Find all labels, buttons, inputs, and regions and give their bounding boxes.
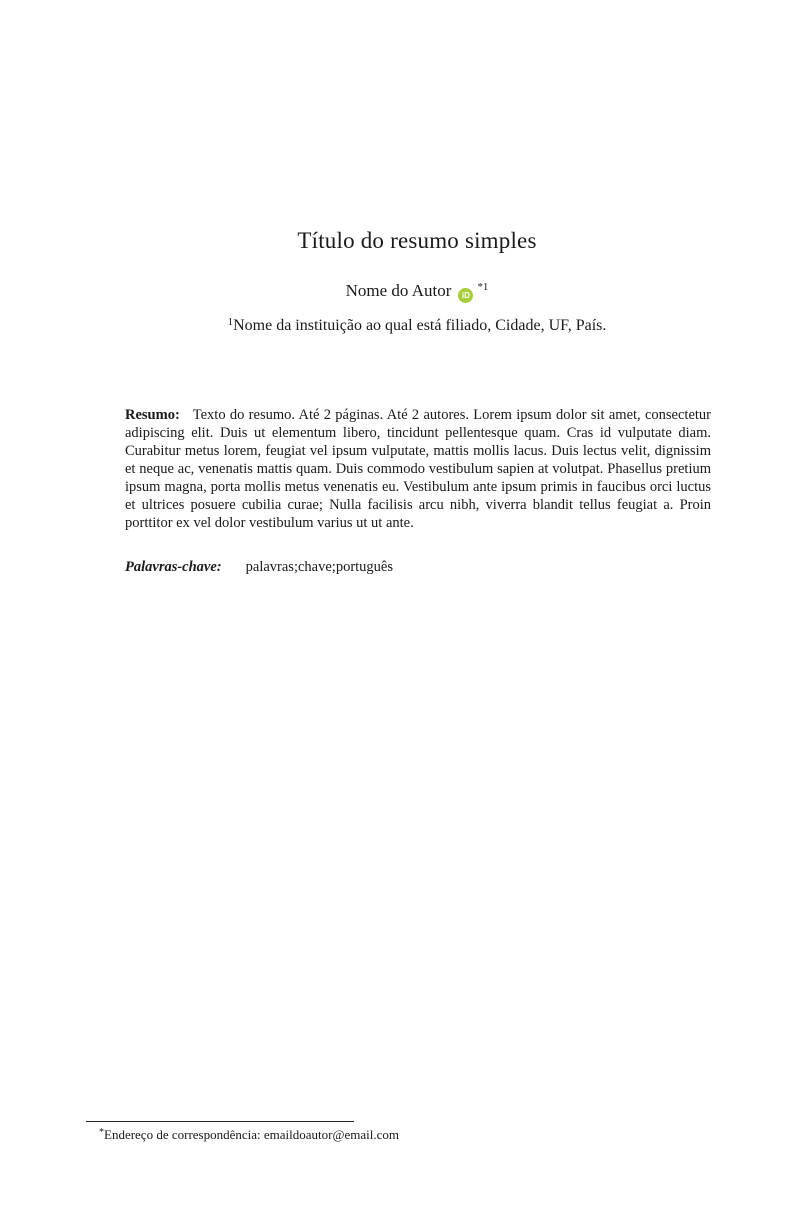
footnote-rule	[86, 1121, 354, 1122]
footnote-text: Endereço de correspondência: emaildoautor@email.com	[104, 1127, 399, 1142]
page-title: Título do resumo simples	[297, 228, 537, 253]
keywords-line	[125, 558, 711, 576]
author-line	[85, 281, 749, 303]
affiliation-line	[85, 317, 749, 335]
author-footnote-marker: *1	[477, 281, 489, 293]
affiliation-text: Nome da instituição ao qual está filiado, Cidade, UF, País.	[233, 317, 607, 334]
footnote-marker: *	[99, 1127, 104, 1138]
abstract-label: Resumo:	[125, 407, 180, 423]
abstract-paragraph	[125, 406, 711, 532]
author-name: Nome do Autor	[345, 281, 452, 300]
keywords-label: Palavras-chave:	[125, 559, 222, 575]
keywords-text: palavras;chave;português	[245, 559, 393, 575]
abstract-text: Texto do resumo. Até 2 páginas. Até 2 autores. Lorem ipsum dolor sit amet, consectetur adipiscing elit. Duis ut elementum libero, tincidunt pellentesque quam. Cras id vulputate diam. Curabitur metus lorem, feugiat vel ipsum vulputate, mattis mollis lacus. Duis lectus velit, dignissim et neque ac, venenatis mattis quam. Duis commodo vestibulum sapien at volutpat. Phasellus pretium ipsum magna, porta mollis metus venenatis eu. Vestibulum ante ipsum primis in faucibus orci luctus et ultrices posuere cubilia curae; Nulla facilisis arcu nibh, viverra blandit tellus feugiat a. Proin porttitor ex vel dolor vestibulum varius ut ut ante.	[125, 407, 711, 531]
correspondence-footnote	[86, 1126, 726, 1145]
affiliation-marker: 1	[227, 316, 234, 328]
orcid-icon[interactable]: iD	[458, 288, 473, 303]
